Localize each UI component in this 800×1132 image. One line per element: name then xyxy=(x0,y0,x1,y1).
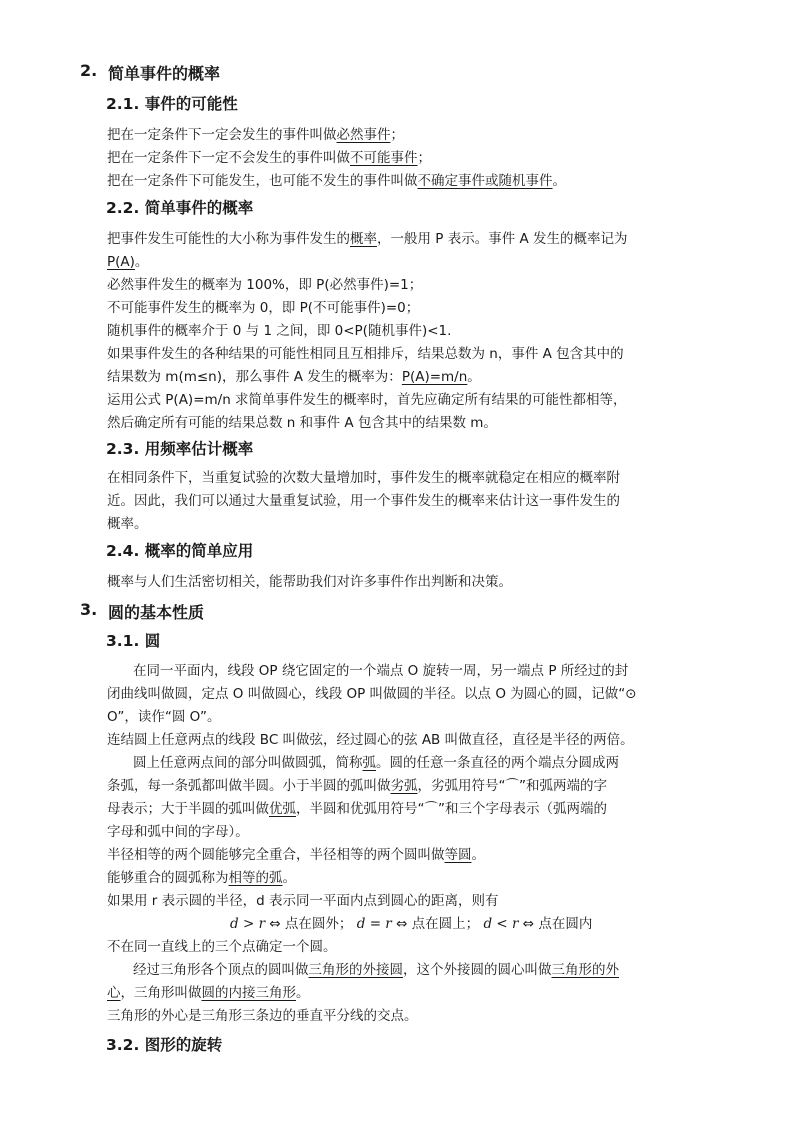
term-underlined: 圆的内接三角形 xyxy=(201,985,296,1001)
formula-relation: = xyxy=(369,916,381,932)
term-underlined: 不可能事件 xyxy=(350,150,418,166)
paragraph-line: 圆上任意两点间的部分叫做圆弧，简称弧。圆的任意一条直径的两个端点分圆成两 xyxy=(133,755,619,771)
paragraph-line: 必然事件发生的概率为 100%，即 P(必然事件)=1； xyxy=(107,277,423,293)
paragraph-line: 把事件发生可能性的大小称为事件发生的概率，一般用 P 表示。事件 A 发生的概率记为 xyxy=(107,231,628,247)
paragraph-line: 把在一定条件下一定不会发生的事件叫做不可能事件； xyxy=(107,150,431,166)
section-title: 简单事件的概率 xyxy=(108,64,221,83)
subsection-title: 2.2. 简单事件的概率 xyxy=(106,199,254,217)
term-underlined: 优弧 xyxy=(269,801,296,817)
paragraph-line: 在相同条件下，当重复试验的次数大量增加时，事件发生的概率就稳定在相应的概率附 xyxy=(107,470,620,486)
paragraph-line: 母表示；大于半圆的弧叫做优弧，半圆和优弧用符号“⌒”和三个字母表示（弧两端的 xyxy=(107,801,607,817)
term-underlined: 弧 xyxy=(362,755,376,771)
subsection-title: 3.1. 圆 xyxy=(106,632,161,650)
paragraph-line: 条弧，每一条弧都叫做半圆。小于半圆的弧叫做劣弧，劣弧用符号“⌒”和弧两端的字 xyxy=(107,778,607,794)
formula-symbol: d xyxy=(483,916,493,932)
paragraph-line: 不在同一直线上的三个点确定一个圆。 xyxy=(107,939,337,955)
formula-relation: > xyxy=(242,916,255,932)
paragraph-line: 心，三角形叫做圆的内接三角形。 xyxy=(107,985,310,1001)
formula-symbol: d xyxy=(356,916,366,932)
formula-symbol: r xyxy=(385,916,392,932)
term-underlined: 三角形的外 xyxy=(551,962,619,978)
paragraph-line: 半径相等的两个圆能够完全重合，半径相等的两个圆叫做等圆。 xyxy=(107,847,485,863)
paragraph-line: 不可能事件发生的概率为 0，即 P(不可能事件)=0； xyxy=(107,300,420,316)
paragraph-line: 闭曲线叫做圆，定点 O 叫做圆心，线段 OP 叫做圆的半径。以点 O 为圆心的圆，记做“⊙ xyxy=(107,686,637,702)
paragraph-line: 在同一平面内，线段 OP 绕它固定的一个端点 O 旋转一周，另一端点 P 所经过的封 xyxy=(133,663,629,679)
paragraph-line: 把在一定条件下可能发生，也可能不发生的事件叫做不确定事件或随机事件。 xyxy=(107,173,566,189)
paragraph-line: 三角形的外心是三角形三条边的垂直平分线的交点。 xyxy=(107,1008,418,1024)
subsection-title: 2.3. 用频率估计概率 xyxy=(106,440,254,458)
paragraph-line: P(A)。 xyxy=(107,254,149,270)
paragraph-line: 能够重合的圆弧称为相等的弧。 xyxy=(107,870,296,886)
term-underlined: 三角形的外接圆 xyxy=(308,962,403,978)
formula-underlined: P(A)=m/n xyxy=(401,369,468,385)
paragraph-line: 概率与人们生活密切相关，能帮助我们对许多事件作出判断和决策。 xyxy=(107,574,512,590)
formula-relation: < xyxy=(496,916,508,932)
paragraph-line: 把在一定条件下一定会发生的事件叫做必然事件； xyxy=(107,127,404,143)
paragraph-line: 连结圆上任意两点的线段 BC 叫做弦，经过圆心的弦 AB 叫做直径，直径是半径的两倍。 xyxy=(107,732,634,748)
term-underlined: 等圆 xyxy=(444,847,472,863)
subsection-title: 3.2. 图形的旋转 xyxy=(106,1036,223,1054)
paragraph-line: 结果数为 m(m≤n)，那么事件 A 发生的概率为：P(A)=m/n。 xyxy=(107,369,481,385)
formula-symbol: d xyxy=(230,916,239,932)
paragraph-line: 随机事件的概率介于 0 与 1 之间，即 0<P(随机事件)<1. xyxy=(107,323,452,339)
paragraph-line: 然后确定所有可能的结果总数 n 和事件 A 包含其中的结果数 m。 xyxy=(107,415,497,431)
paragraph-line: 如果用 r 表示圆的半径，d 表示同一平面内点到圆心的距离，则有 xyxy=(107,893,499,909)
term-underlined: 心 xyxy=(107,985,121,1001)
section-title: 圆的基本性质 xyxy=(108,603,205,622)
formula-symbol: r xyxy=(258,916,266,932)
paragraph-line: O”，读作“圆 O”。 xyxy=(107,709,221,725)
section-number: 2. xyxy=(80,61,98,80)
subsection-title: 2.1. 事件的可能性 xyxy=(106,95,238,113)
term-underlined: P(A) xyxy=(107,254,135,270)
section-number: 3. xyxy=(80,600,98,619)
paragraph-line: 运用公式 P(A)=m/n 求简单事件发生的概率时，首先应确定所有结果的可能性都相等， xyxy=(107,392,627,408)
term-underlined: 相等的弧 xyxy=(228,870,283,886)
paragraph-line: 字母和弧中间的字母）。 xyxy=(107,824,249,840)
paragraph-line: 如果事件发生的各种结果的可能性相同且互相排斥，结果总数为 n，事件 A 包含其中的 xyxy=(107,346,624,362)
formula-line: d > r ⇔ 点在圆外； d = r ⇔ 点在圆上； d < r ⇔ 点在圆内 xyxy=(230,916,593,932)
term-underlined: 概率 xyxy=(350,231,377,247)
paragraph-line: 概率。 xyxy=(107,516,148,532)
paragraph-line: 经过三角形各个顶点的圆叫做三角形的外接圆，这个外接圆的圆心叫做三角形的外 xyxy=(133,962,619,978)
term-underlined: 必然事件 xyxy=(336,127,391,143)
term-underlined: 劣弧 xyxy=(390,778,418,794)
formula-symbol: r xyxy=(512,916,519,932)
term-underlined: 不确定事件或随机事件 xyxy=(417,173,553,189)
subsection-title: 2.4. 概率的简单应用 xyxy=(106,542,254,560)
paragraph-line: 近。因此，我们可以通过大量重复试验，用一个事件发生的概率来估计这一事件发生的 xyxy=(107,493,620,509)
